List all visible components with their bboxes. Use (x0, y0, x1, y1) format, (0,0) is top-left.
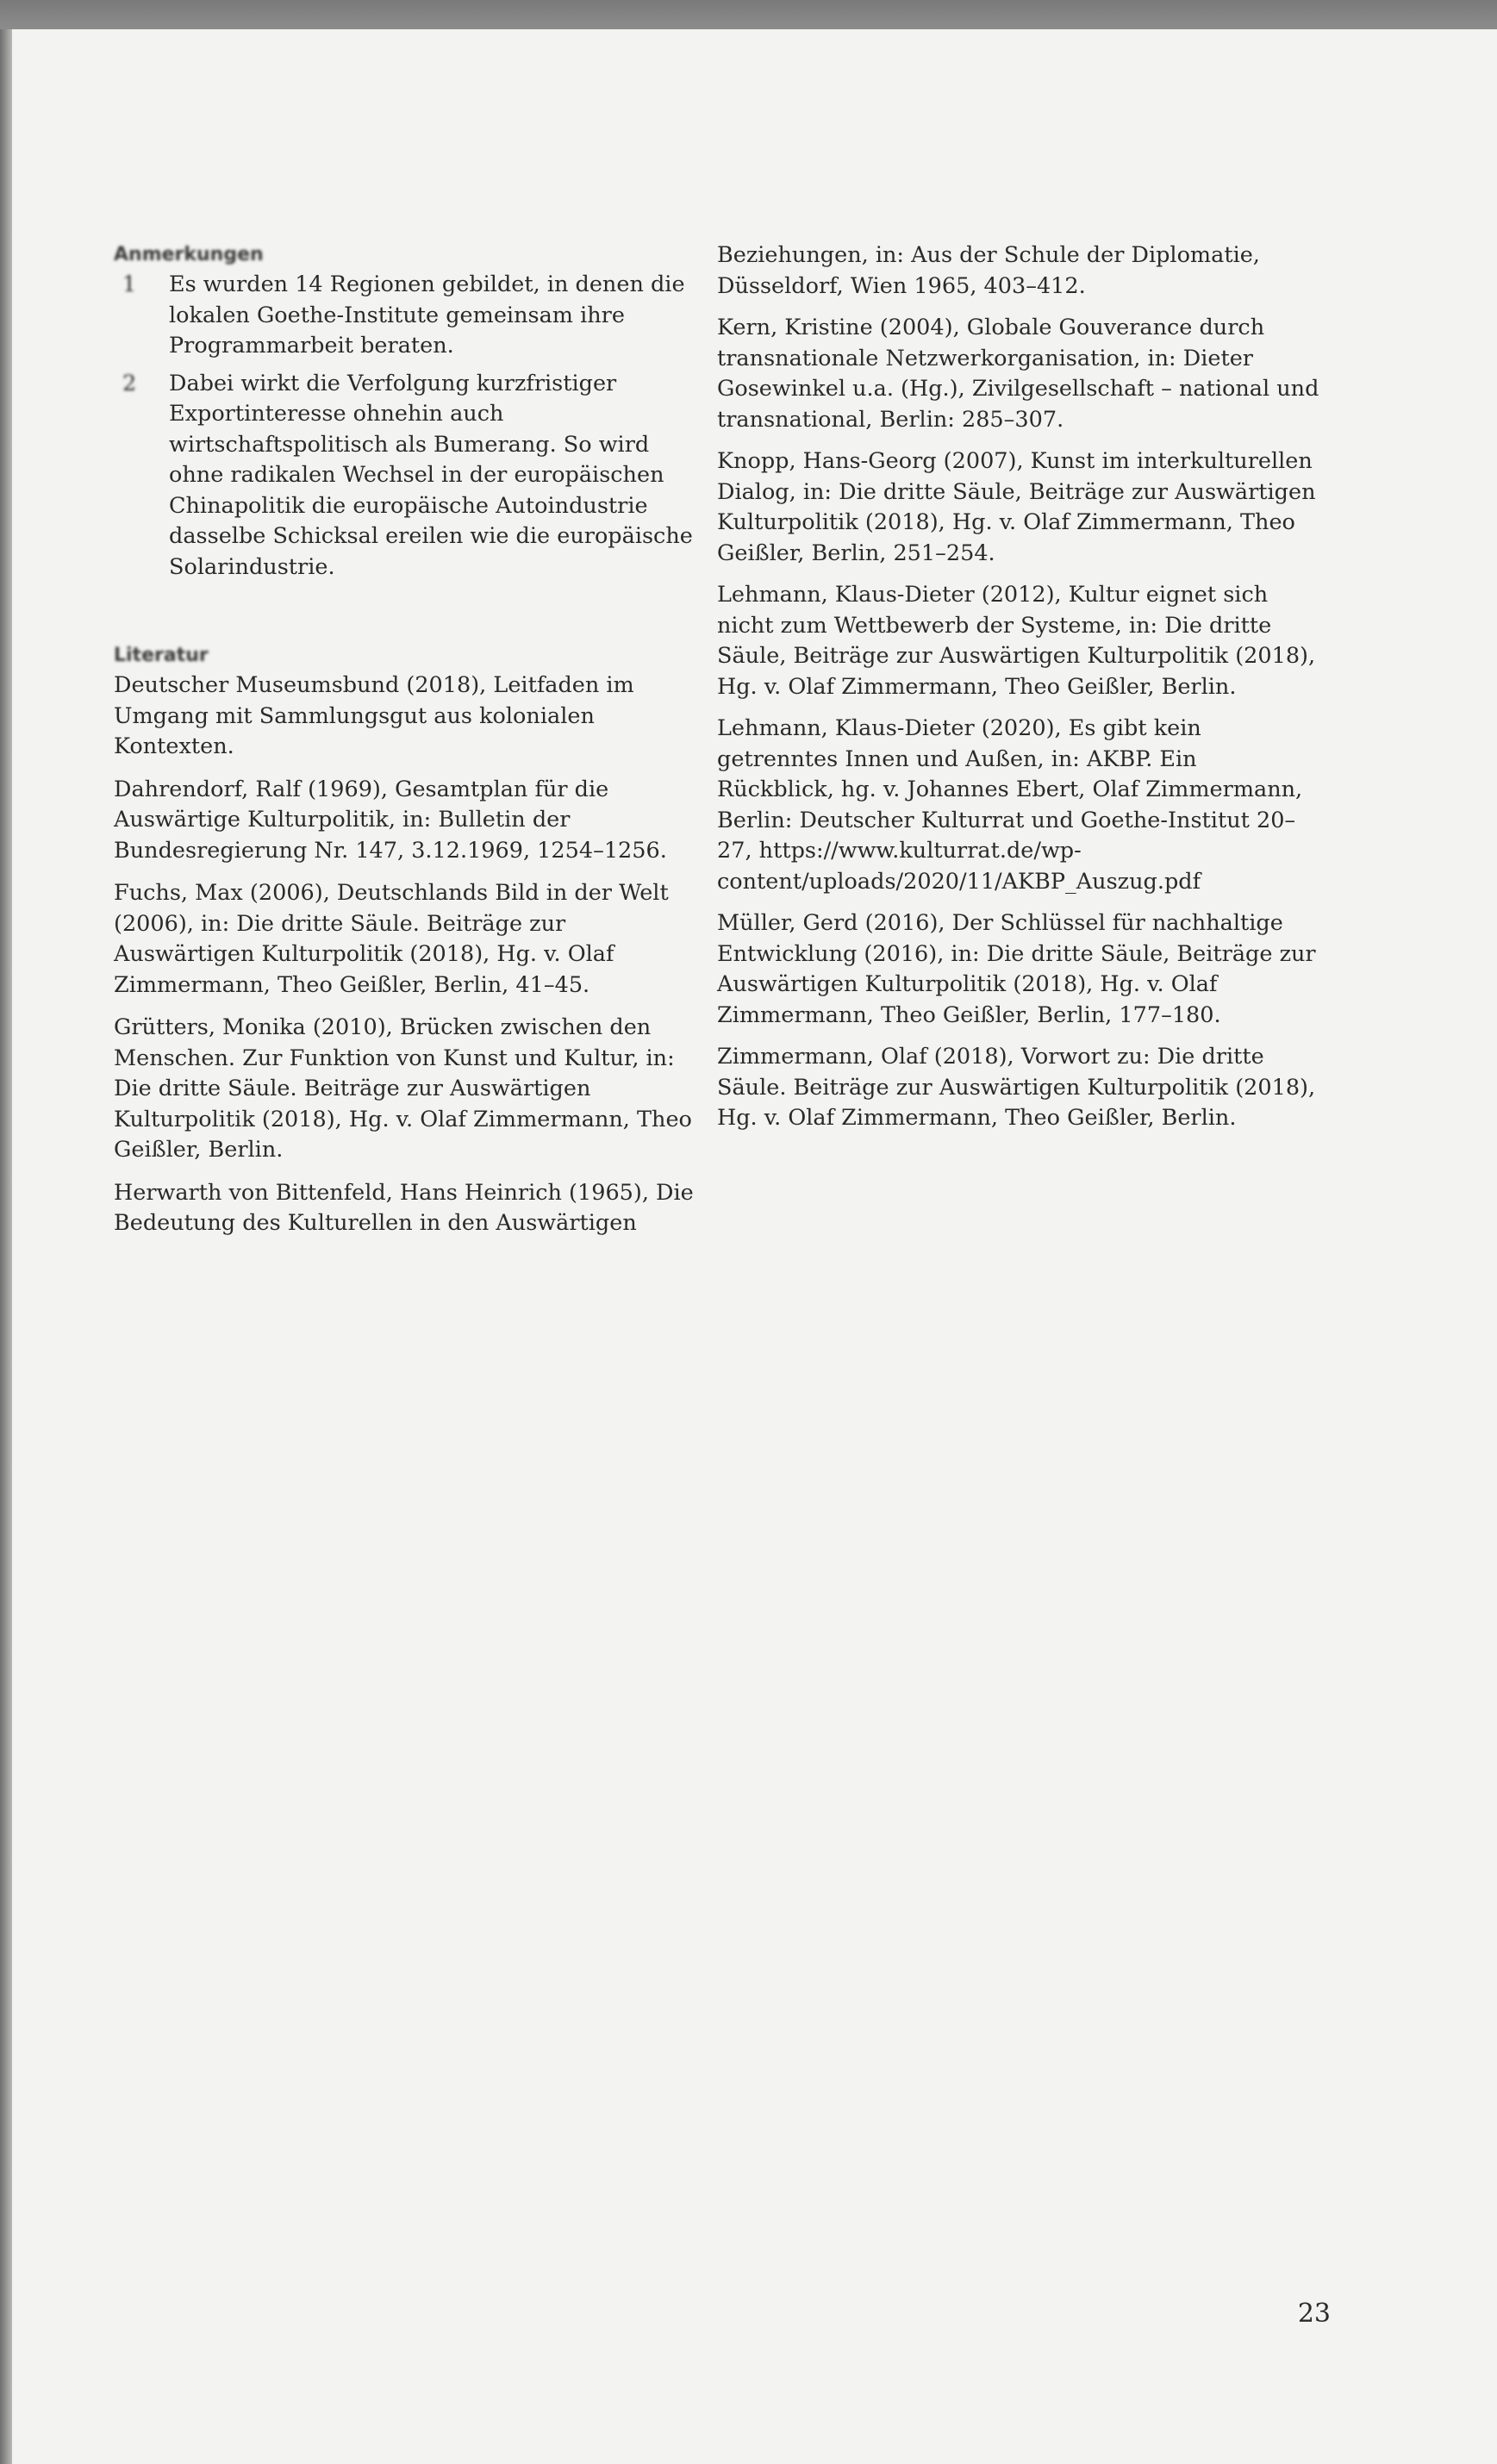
reference-entry: Grütters, Monika (2010), Brücken zwischen den Menschen. Zur Funktion von Kunst und Kultur, in: Die dritte Säule. Beiträge zur Auswärtigen Kulturpolitik (2018), Hg. v. Olaf Zimmermann, Theo Geißler, Berlin. (114, 1014, 692, 1163)
left-column (114, 240, 700, 1251)
footnote-text: Es wurden 14 Regionen gebildet, in denen die lokalen Goethe-Institute gemeinsam ihre Programmarbeit beraten. (169, 271, 685, 359)
scan-top-edge (0, 0, 1497, 29)
scan-left-edge (0, 29, 12, 2464)
footnote (114, 369, 700, 583)
book-page (12, 29, 1497, 2464)
reference-entry: Kern, Kristine (2004), Globale Gouverance durch transnationale Netzwerkorganisation, in: Dieter Gosewinkel u.a. (Hg.), Zivilgesellschaft – national und transnational, Berlin: 285–307. (717, 315, 1319, 433)
reference-entry: Herwarth von Bittenfeld, Hans Heinrich (1965), Die Bedeutung des Kulturellen in den Auswärtigen (114, 1179, 694, 1236)
reference-entry: Dahrendorf, Ralf (1969), Gesamtplan für die Auswärtige Kulturpolitik, in: Bulletin der Bundesregierung Nr. 147, 3.12.1969, 1254–1256. (114, 776, 667, 864)
reference-entry: Zimmermann, Olaf (2018), Vorwort zu: Die dritte Säule. Beiträge zur Auswärtigen Kulturpolitik (2018), Hg. v. Olaf Zimmermann, Theo Geißler, Berlin. (717, 1044, 1316, 1131)
reference-entry: Deutscher Museumsbund (2018), Leitfaden im Umgang mit Sammlungsgut aus kolonialen Kontexten. (114, 672, 634, 759)
reference-entry: Fuchs, Max (2006), Deutschlands Bild in der Welt (2006), in: Die dritte Säule. Beiträge zur Auswärtigen Kulturpolitik (2018), Hg. v. Olaf Zimmermann, Theo Geißler, Berlin, 41–45. (114, 880, 669, 998)
footnote-text: Dabei wirkt die Verfolgung kurzfristiger Exportinteresse ohnehin auch wirtschaftspolitisch als Bumerang. So wird ohne radikalen Wechsel in der europäischen Chinapolitik die europäische Autoindustrie dasselbe Schicksal ereilen wie die europäische Solarindustrie. (169, 370, 693, 580)
page-number: 23 (1297, 2299, 1331, 2329)
footnote-number: 1 (122, 271, 137, 297)
footnote (114, 270, 700, 362)
reference-entry: Lehmann, Klaus-Dieter (2012), Kultur eignet sich nicht zum Wettbewerb der Systeme, in: Die dritte Säule, Beiträge zur Auswärtigen Kulturpolitik (2018), Hg. v. Olaf Zimmermann, Theo Geißler, Berlin. (717, 582, 1316, 700)
literature-heading: Literatur (114, 645, 209, 666)
reference-entry: Lehmann, Klaus-Dieter (2020), Es gibt kein getrenntes Innen und Außen, in: AKBP. Ein Rückblick, hg. v. Johannes Ebert, Olaf Zimmermann, Berlin: Deutscher Kulturrat und Goethe-Institut 20–27, https://www.kulturrat.de/wp-content/uploads/2020/11/AKBP_Auszug.pdf (717, 715, 1303, 895)
reference-entry: Müller, Gerd (2016), Der Schlüssel für nachhaltige Entwicklung (2016), in: Die dritte Säule, Beiträge zur Auswärtigen Kulturpolitik (2018), Hg. v. Olaf Zimmermann, Theo Geißler, Berlin, 177–180. (717, 910, 1316, 1028)
reference-entry: Knopp, Hans-Georg (2007), Kunst im interkulturellen Dialog, in: Die dritte Säule, Beiträge zur Auswärtigen Kulturpolitik (2018), Hg. v. Olaf Zimmermann, Theo Geißler, Berlin, 251–254. (717, 448, 1316, 566)
notes-heading: Anmerkungen (114, 244, 264, 265)
reference-entry: Beziehungen, in: Aus der Schule der Diplomatie, Düsseldorf, Wien 1965, 403–412. (717, 242, 1260, 299)
footnote-number: 2 (122, 370, 137, 396)
right-column (717, 240, 1320, 1145)
